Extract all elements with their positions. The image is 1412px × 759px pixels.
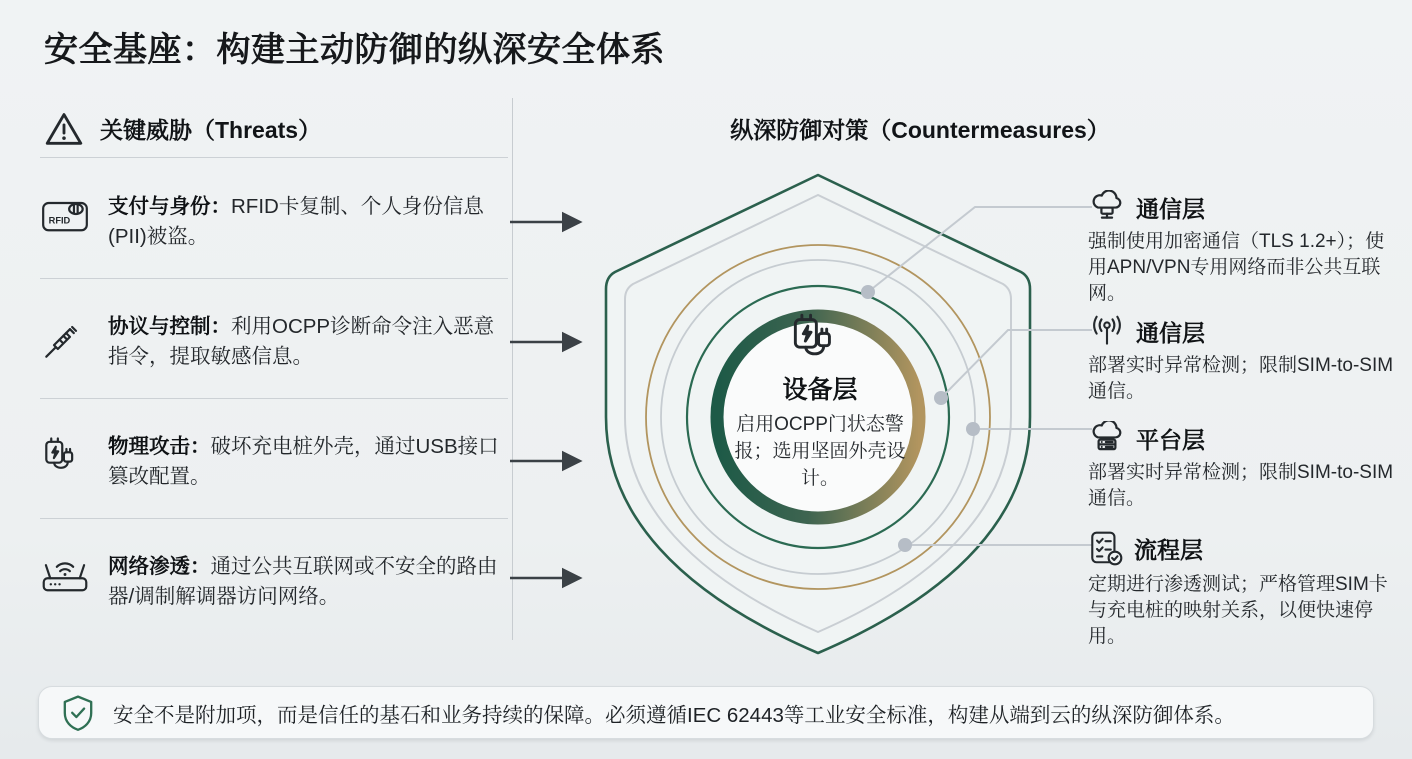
warning-icon	[44, 110, 84, 147]
layer-text: 强制使用加密通信（TLS 1.2+）；使用APN/VPN专用网络而非公共互联网。	[1088, 231, 1385, 305]
divider	[40, 157, 508, 158]
checklist-icon	[1088, 529, 1124, 567]
divider	[40, 278, 508, 279]
threat-lead: 支付与身份：	[108, 195, 231, 218]
threat-desc: 通过公共互联网或不安全的路由器/调制解调器访问网络。	[108, 555, 498, 609]
threat-text	[108, 192, 502, 253]
layer-comm-detection	[1088, 314, 1402, 405]
threat-lead: 协议与控制：	[108, 315, 231, 338]
threat-desc: 利用OCPP诊断命令注入恶意指令，提取敏感信息。	[108, 315, 495, 369]
page-title: 安全基座：构建主动防御的纵深安全体系	[44, 31, 665, 69]
countermeasures-header: 纵深防御对策（Countermeasures）	[730, 117, 1110, 143]
threat-item-network-intrusion	[40, 552, 502, 613]
cloud-platform-icon	[1088, 421, 1126, 455]
layer-text: 部署实时异常检测；限制SIM-to-SIM通信。	[1088, 462, 1394, 510]
threat-text	[108, 552, 502, 613]
plug-charger-icon	[718, 312, 922, 362]
core-layer-title: 设备层	[782, 376, 858, 404]
layer-title: 流程层	[1134, 536, 1203, 563]
device-layer-core	[718, 312, 922, 493]
charger-icon	[40, 432, 90, 474]
layer-text: 部署实时异常检测；限制SIM-to-SIM通信。	[1088, 355, 1394, 403]
threat-text	[108, 432, 502, 493]
threat-item-payment-identity	[40, 192, 502, 253]
router-icon	[40, 552, 90, 594]
threat-item-protocol-control	[40, 312, 502, 373]
threat-desc: RFID卡复制、个人身份信息(PII)被盗。	[108, 195, 484, 249]
syringe-icon	[40, 312, 90, 360]
antenna-broadcast-icon	[1088, 314, 1126, 348]
layer-comm-encryption	[1088, 190, 1402, 308]
core-layer-text: 启用OCPP门状态警报；选用坚固外壳设计。	[734, 414, 906, 489]
footer-text: 安全不是附加项，而是信任的基石和业务持续的保障。必须遵循IEC 62443等工业安全标准，构建从端到云的纵深防御体系。	[113, 703, 1235, 727]
divider	[40, 518, 508, 519]
layer-title: 通信层	[1136, 195, 1205, 222]
layer-platform	[1088, 421, 1402, 512]
divider	[40, 398, 508, 399]
threat-lead: 物理攻击：	[108, 435, 211, 458]
cloud-network-icon	[1088, 190, 1126, 224]
threat-text	[108, 312, 502, 373]
threat-desc: 破坏充电桩外壳，通过USB接口篡改配置。	[108, 435, 499, 489]
threat-item-physical-attack	[40, 432, 502, 493]
threats-header	[44, 110, 321, 147]
rfid-card-icon	[40, 192, 90, 234]
layer-title: 通信层	[1136, 319, 1205, 346]
svg-text:RFID: RFID	[48, 215, 71, 226]
threats-header-label: 关键威胁（Threats）	[100, 117, 322, 143]
threat-lead: 网络渗透：	[108, 555, 211, 578]
footer-note	[38, 686, 1374, 739]
shield-check-icon	[61, 694, 95, 732]
layer-title: 平台层	[1136, 426, 1205, 453]
layer-process	[1088, 529, 1402, 651]
threat-arrows	[510, 222, 580, 578]
layer-text: 定期进行渗透测试；严格管理SIM卡与充电桩的映射关系，以便快速停用。	[1088, 574, 1388, 648]
